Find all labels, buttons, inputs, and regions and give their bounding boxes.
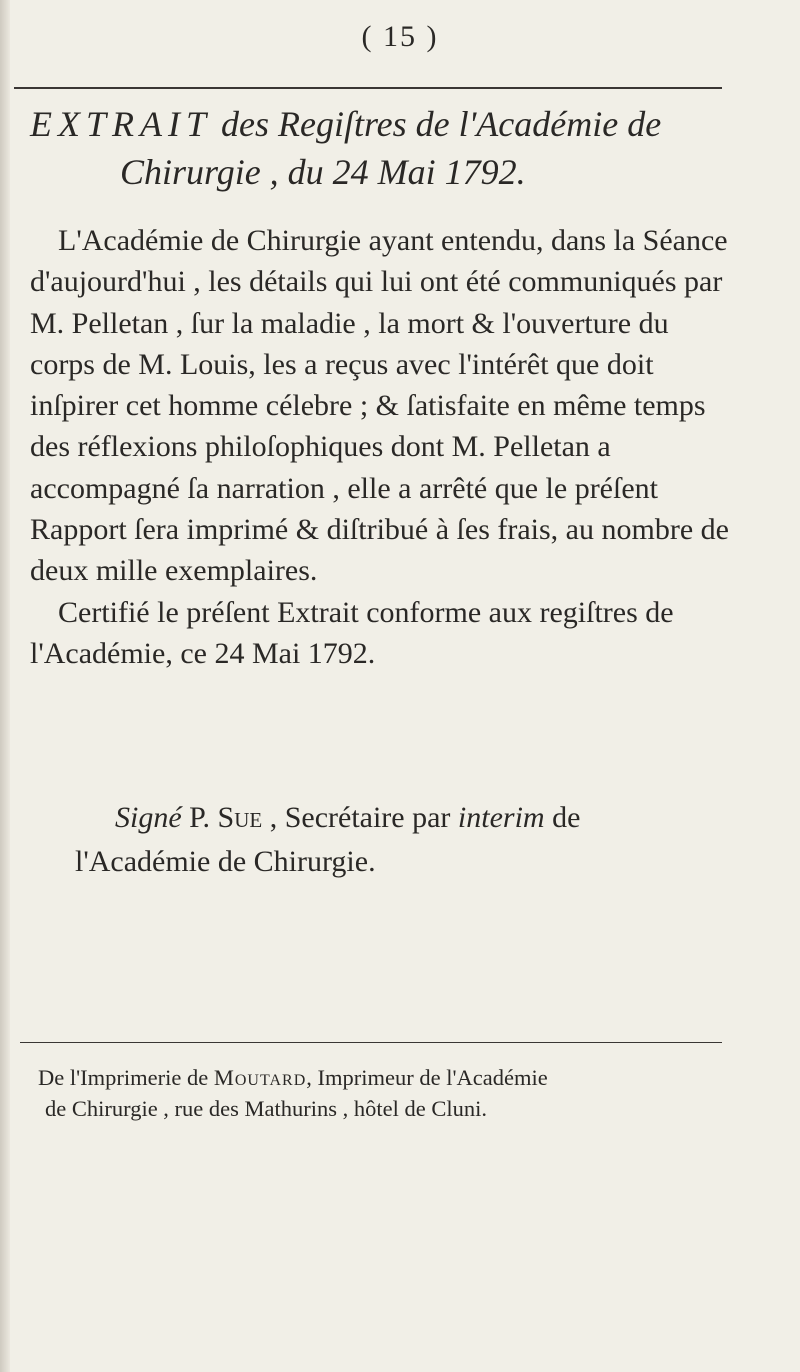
imprint-address: de Chirurgie , rue des Mathurins , hôtel de Cluni. bbox=[45, 1096, 488, 1121]
signatory-role-prefix: , Secrétaire par bbox=[269, 801, 451, 834]
paragraph-certification: Certifié le préſent Extrait conforme aux regiſtres de l'Académie, ce 24 Mai 1792. bbox=[30, 595, 674, 670]
signature-block bbox=[75, 796, 755, 884]
top-rule bbox=[14, 87, 722, 89]
signed-label: Signé bbox=[115, 801, 182, 834]
printer-imprint bbox=[38, 1062, 758, 1124]
signatory-name: P. Sue bbox=[189, 801, 263, 834]
signatory-interim: interim bbox=[457, 801, 545, 834]
imprint-prefix: De l'Imprimerie de bbox=[38, 1065, 209, 1090]
imprint-printer: Moutard bbox=[213, 1065, 307, 1090]
signatory-role-suffix: de bbox=[552, 801, 581, 834]
extract-body bbox=[30, 220, 730, 674]
imprint-suffix: , Imprimeur de l'Académie bbox=[306, 1065, 548, 1090]
extract-title bbox=[30, 100, 770, 196]
title-rest: des Regiſtres de l'Académie de bbox=[221, 104, 662, 144]
title-line2: Chirurgie , du 24 Mai 1792. bbox=[120, 152, 526, 192]
page-number: ( 15 ) bbox=[361, 20, 439, 53]
paragraph-resolution: L'Académie de Chirurgie ayant entendu, dans la Séance d'aujourd'hui , les détails qui lui ont été communiqués par M. Pelletan , ſur la maladie , la mort & l'ouverture du corps de M. Louis, les a reçus avec l'intérêt que doit inſpirer cet homme célebre ; & ſatisfaite en même temps des réflexions philoſophiques dont M. Pelletan a accompagné ſa narration , elle a arrêté que le préſent Rapport ſera imprimé & diſtribué à ſes frais, au nombre de deux mille exemplaires. bbox=[30, 224, 729, 588]
title-extrait: EXTRAIT bbox=[30, 104, 212, 144]
bottom-rule bbox=[20, 1042, 722, 1043]
signature-institution: l'Académie de Chirurgie. bbox=[75, 845, 376, 878]
